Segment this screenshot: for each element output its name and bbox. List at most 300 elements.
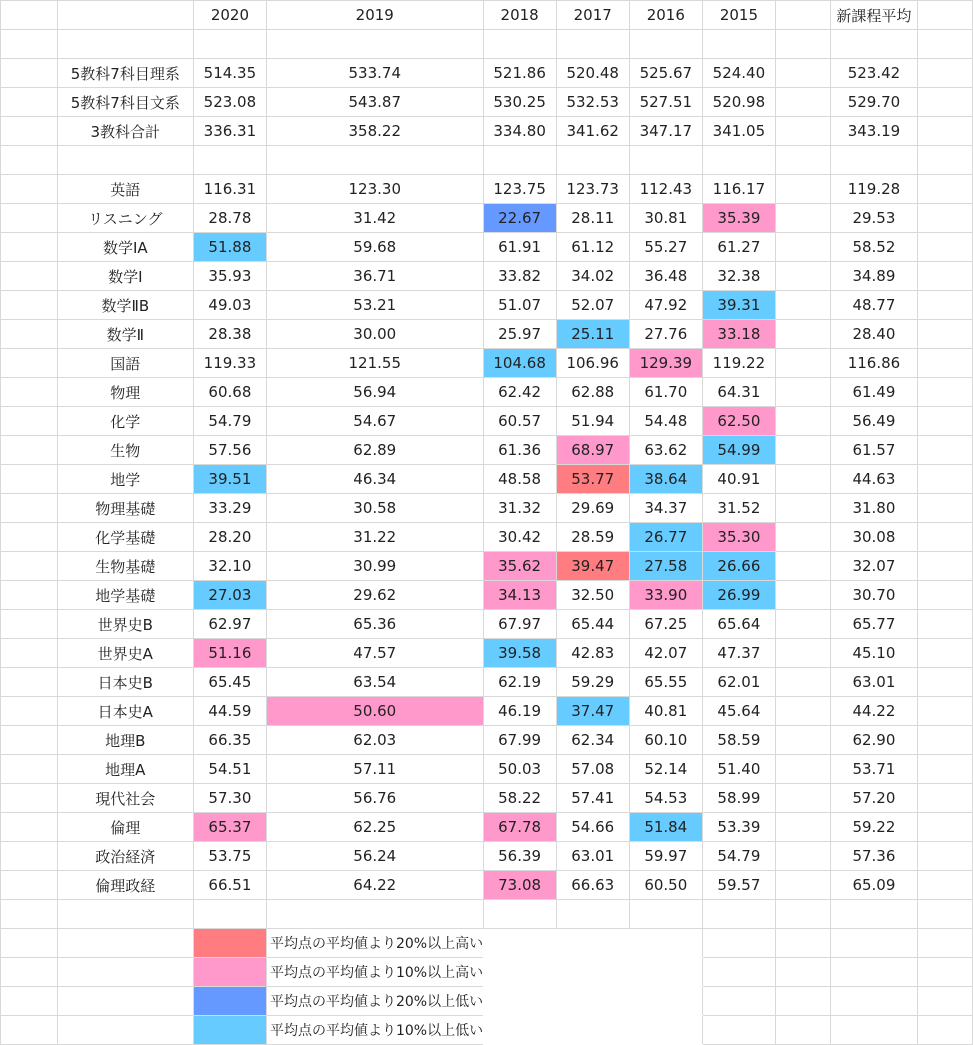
empty-cell[interactable] xyxy=(775,900,830,929)
value-cell[interactable]: 524.40 xyxy=(702,59,775,88)
value-cell[interactable]: 63.01 xyxy=(556,842,629,871)
value-cell[interactable]: 59.57 xyxy=(702,871,775,900)
value-cell[interactable]: 40.91 xyxy=(702,465,775,494)
empty-cell[interactable] xyxy=(1,117,58,146)
average-cell[interactable]: 32.07 xyxy=(831,552,917,581)
empty-cell[interactable] xyxy=(483,30,556,59)
average-cell[interactable]: 61.57 xyxy=(831,436,917,465)
row-label[interactable]: 5教科7科目理系 xyxy=(57,59,193,88)
value-cell[interactable]: 123.75 xyxy=(483,175,556,204)
empty-cell[interactable] xyxy=(1,59,58,88)
highlighted-value-cell[interactable]: 67.78 xyxy=(483,813,556,842)
empty-cell[interactable] xyxy=(775,30,830,59)
highlighted-value-cell[interactable]: 26.77 xyxy=(629,523,702,552)
empty-cell[interactable] xyxy=(831,958,917,987)
row-label[interactable]: 数学ⅡB xyxy=(57,291,193,320)
highlighted-value-cell[interactable]: 27.03 xyxy=(193,581,266,610)
empty-cell[interactable] xyxy=(775,581,830,610)
value-cell[interactable]: 51.07 xyxy=(483,291,556,320)
empty-cell[interactable] xyxy=(1,958,58,987)
row-label[interactable]: 現代社会 xyxy=(57,784,193,813)
empty-cell[interactable] xyxy=(775,610,830,639)
highlighted-value-cell[interactable]: 35.39 xyxy=(702,204,775,233)
empty-cell[interactable] xyxy=(1,523,58,552)
value-cell[interactable]: 51.40 xyxy=(702,755,775,784)
empty-cell[interactable] xyxy=(917,581,972,610)
empty-cell[interactable] xyxy=(775,523,830,552)
highlighted-value-cell[interactable]: 37.47 xyxy=(556,697,629,726)
empty-cell[interactable] xyxy=(917,552,972,581)
average-cell[interactable]: 44.22 xyxy=(831,697,917,726)
empty-cell[interactable] xyxy=(556,900,629,929)
average-cell[interactable]: 45.10 xyxy=(831,639,917,668)
empty-cell[interactable] xyxy=(775,958,830,987)
empty-cell[interactable] xyxy=(917,291,972,320)
value-cell[interactable]: 46.19 xyxy=(483,697,556,726)
highlighted-value-cell[interactable]: 65.37 xyxy=(193,813,266,842)
empty-cell[interactable] xyxy=(917,958,972,987)
value-cell[interactable]: 35.93 xyxy=(193,262,266,291)
empty-cell[interactable] xyxy=(57,1016,193,1045)
empty-cell[interactable] xyxy=(917,88,972,117)
empty-cell[interactable] xyxy=(775,175,830,204)
value-cell[interactable]: 32.50 xyxy=(556,581,629,610)
empty-cell[interactable] xyxy=(917,871,972,900)
empty-cell[interactable] xyxy=(917,233,972,262)
value-cell[interactable]: 58.59 xyxy=(702,726,775,755)
value-cell[interactable]: 56.94 xyxy=(266,378,483,407)
value-cell[interactable]: 65.36 xyxy=(266,610,483,639)
empty-cell[interactable] xyxy=(831,987,917,1016)
value-cell[interactable]: 54.79 xyxy=(702,842,775,871)
year-header-2018[interactable]: 2018 xyxy=(483,1,556,30)
average-cell[interactable]: 523.42 xyxy=(831,59,917,88)
empty-cell[interactable] xyxy=(483,987,556,1016)
value-cell[interactable]: 64.22 xyxy=(266,871,483,900)
empty-cell[interactable] xyxy=(1,726,58,755)
empty-cell[interactable] xyxy=(1,88,58,117)
empty-cell[interactable] xyxy=(1,755,58,784)
row-label[interactable]: 英語 xyxy=(57,175,193,204)
value-cell[interactable]: 47.57 xyxy=(266,639,483,668)
average-cell[interactable]: 65.09 xyxy=(831,871,917,900)
empty-cell[interactable] xyxy=(917,842,972,871)
value-cell[interactable]: 34.37 xyxy=(629,494,702,523)
value-cell[interactable]: 106.96 xyxy=(556,349,629,378)
empty-cell[interactable] xyxy=(831,900,917,929)
value-cell[interactable]: 61.12 xyxy=(556,233,629,262)
empty-cell[interactable] xyxy=(1,929,58,958)
value-cell[interactable]: 53.75 xyxy=(193,842,266,871)
empty-cell[interactable] xyxy=(1,175,58,204)
value-cell[interactable]: 54.66 xyxy=(556,813,629,842)
value-cell[interactable]: 50.03 xyxy=(483,755,556,784)
empty-cell[interactable] xyxy=(917,1016,972,1045)
value-cell[interactable]: 57.11 xyxy=(266,755,483,784)
empty-cell[interactable] xyxy=(917,349,972,378)
value-cell[interactable]: 62.88 xyxy=(556,378,629,407)
highlighted-value-cell[interactable]: 51.84 xyxy=(629,813,702,842)
highlighted-value-cell[interactable]: 62.50 xyxy=(702,407,775,436)
average-cell[interactable]: 56.49 xyxy=(831,407,917,436)
empty-cell[interactable] xyxy=(556,146,629,175)
value-cell[interactable]: 62.19 xyxy=(483,668,556,697)
legend-text[interactable]: 平均点の平均値より20%以上低い xyxy=(266,987,483,1016)
value-cell[interactable]: 123.73 xyxy=(556,175,629,204)
value-cell[interactable]: 45.64 xyxy=(702,697,775,726)
empty-cell[interactable] xyxy=(775,291,830,320)
value-cell[interactable]: 54.53 xyxy=(629,784,702,813)
value-cell[interactable]: 62.01 xyxy=(702,668,775,697)
empty-cell[interactable] xyxy=(775,697,830,726)
value-cell[interactable]: 62.97 xyxy=(193,610,266,639)
value-cell[interactable]: 33.29 xyxy=(193,494,266,523)
value-cell[interactable]: 47.92 xyxy=(629,291,702,320)
empty-cell[interactable] xyxy=(483,146,556,175)
value-cell[interactable]: 66.51 xyxy=(193,871,266,900)
value-cell[interactable]: 543.87 xyxy=(266,88,483,117)
empty-cell[interactable] xyxy=(1,900,58,929)
average-cell[interactable]: 44.63 xyxy=(831,465,917,494)
empty-cell[interactable] xyxy=(483,900,556,929)
highlighted-value-cell[interactable]: 26.66 xyxy=(702,552,775,581)
empty-cell[interactable] xyxy=(702,987,775,1016)
highlighted-value-cell[interactable]: 35.30 xyxy=(702,523,775,552)
empty-cell[interactable] xyxy=(775,842,830,871)
highlighted-value-cell[interactable]: 33.90 xyxy=(629,581,702,610)
empty-cell[interactable] xyxy=(917,755,972,784)
empty-cell[interactable] xyxy=(917,784,972,813)
value-cell[interactable]: 48.58 xyxy=(483,465,556,494)
empty-cell[interactable] xyxy=(775,378,830,407)
empty-cell[interactable] xyxy=(917,175,972,204)
value-cell[interactable]: 52.07 xyxy=(556,291,629,320)
value-cell[interactable]: 57.56 xyxy=(193,436,266,465)
value-cell[interactable]: 25.97 xyxy=(483,320,556,349)
empty-cell[interactable] xyxy=(917,378,972,407)
empty-cell[interactable] xyxy=(775,204,830,233)
value-cell[interactable]: 56.24 xyxy=(266,842,483,871)
value-cell[interactable]: 521.86 xyxy=(483,59,556,88)
empty-cell[interactable] xyxy=(193,900,266,929)
empty-cell[interactable] xyxy=(775,349,830,378)
empty-cell[interactable] xyxy=(1,320,58,349)
value-cell[interactable]: 36.71 xyxy=(266,262,483,291)
empty-cell[interactable] xyxy=(483,1016,556,1045)
highlighted-value-cell[interactable]: 51.88 xyxy=(193,233,266,262)
empty-cell[interactable] xyxy=(702,146,775,175)
empty-cell[interactable] xyxy=(1,697,58,726)
highlighted-value-cell[interactable]: 33.18 xyxy=(702,320,775,349)
empty-cell[interactable] xyxy=(775,784,830,813)
value-cell[interactable]: 61.36 xyxy=(483,436,556,465)
value-cell[interactable]: 67.99 xyxy=(483,726,556,755)
empty-cell[interactable] xyxy=(702,1016,775,1045)
empty-cell[interactable] xyxy=(629,929,702,958)
value-cell[interactable]: 514.35 xyxy=(193,59,266,88)
row-label[interactable]: 国語 xyxy=(57,349,193,378)
empty-cell[interactable] xyxy=(775,262,830,291)
row-label[interactable]: 数学Ⅱ xyxy=(57,320,193,349)
empty-cell[interactable] xyxy=(917,1,972,30)
value-cell[interactable]: 58.22 xyxy=(483,784,556,813)
highlighted-value-cell[interactable]: 39.31 xyxy=(702,291,775,320)
empty-cell[interactable] xyxy=(775,668,830,697)
value-cell[interactable]: 57.08 xyxy=(556,755,629,784)
empty-cell[interactable] xyxy=(57,900,193,929)
highlighted-value-cell[interactable]: 35.62 xyxy=(483,552,556,581)
empty-cell[interactable] xyxy=(775,320,830,349)
value-cell[interactable]: 40.81 xyxy=(629,697,702,726)
empty-cell[interactable] xyxy=(775,465,830,494)
empty-cell[interactable] xyxy=(1,610,58,639)
empty-cell[interactable] xyxy=(917,262,972,291)
empty-cell[interactable] xyxy=(775,813,830,842)
value-cell[interactable]: 54.48 xyxy=(629,407,702,436)
empty-cell[interactable] xyxy=(775,1,830,30)
empty-cell[interactable] xyxy=(1,146,58,175)
empty-cell[interactable] xyxy=(1,871,58,900)
value-cell[interactable]: 60.10 xyxy=(629,726,702,755)
empty-cell[interactable] xyxy=(556,958,629,987)
empty-cell[interactable] xyxy=(57,30,193,59)
value-cell[interactable]: 341.05 xyxy=(702,117,775,146)
empty-cell[interactable] xyxy=(917,465,972,494)
empty-cell[interactable] xyxy=(775,726,830,755)
value-cell[interactable]: 52.14 xyxy=(629,755,702,784)
highlighted-value-cell[interactable]: 27.58 xyxy=(629,552,702,581)
empty-cell[interactable] xyxy=(831,30,917,59)
average-cell[interactable]: 57.36 xyxy=(831,842,917,871)
empty-cell[interactable] xyxy=(1,552,58,581)
row-label[interactable]: 数学ⅠA xyxy=(57,233,193,262)
value-cell[interactable]: 62.89 xyxy=(266,436,483,465)
average-cell[interactable]: 119.28 xyxy=(831,175,917,204)
empty-cell[interactable] xyxy=(57,146,193,175)
row-label[interactable]: 世界史A xyxy=(57,639,193,668)
legend-swatch-low20[interactable] xyxy=(193,987,266,1016)
value-cell[interactable]: 123.30 xyxy=(266,175,483,204)
row-label[interactable]: 物理基礎 xyxy=(57,494,193,523)
empty-cell[interactable] xyxy=(629,30,702,59)
highlighted-value-cell[interactable]: 104.68 xyxy=(483,349,556,378)
empty-cell[interactable] xyxy=(556,929,629,958)
value-cell[interactable]: 59.68 xyxy=(266,233,483,262)
value-cell[interactable]: 525.67 xyxy=(629,59,702,88)
empty-cell[interactable] xyxy=(1,1,58,30)
empty-cell[interactable] xyxy=(57,958,193,987)
year-header-2015[interactable]: 2015 xyxy=(702,1,775,30)
value-cell[interactable]: 51.94 xyxy=(556,407,629,436)
value-cell[interactable]: 532.53 xyxy=(556,88,629,117)
value-cell[interactable]: 112.43 xyxy=(629,175,702,204)
average-cell[interactable]: 58.52 xyxy=(831,233,917,262)
value-cell[interactable]: 119.33 xyxy=(193,349,266,378)
value-cell[interactable]: 56.39 xyxy=(483,842,556,871)
empty-cell[interactable] xyxy=(775,987,830,1016)
value-cell[interactable]: 533.74 xyxy=(266,59,483,88)
empty-cell[interactable] xyxy=(629,987,702,1016)
row-label[interactable]: 日本史A xyxy=(57,697,193,726)
highlighted-value-cell[interactable]: 54.99 xyxy=(702,436,775,465)
empty-cell[interactable] xyxy=(1,639,58,668)
empty-cell[interactable] xyxy=(266,146,483,175)
value-cell[interactable]: 62.42 xyxy=(483,378,556,407)
empty-cell[interactable] xyxy=(629,1016,702,1045)
empty-cell[interactable] xyxy=(1,436,58,465)
row-label[interactable]: 日本史B xyxy=(57,668,193,697)
value-cell[interactable]: 30.81 xyxy=(629,204,702,233)
empty-cell[interactable] xyxy=(1,465,58,494)
value-cell[interactable]: 27.76 xyxy=(629,320,702,349)
value-cell[interactable]: 31.32 xyxy=(483,494,556,523)
empty-cell[interactable] xyxy=(1,407,58,436)
empty-cell[interactable] xyxy=(917,407,972,436)
empty-cell[interactable] xyxy=(1,378,58,407)
value-cell[interactable]: 334.80 xyxy=(483,117,556,146)
empty-cell[interactable] xyxy=(57,929,193,958)
row-label[interactable]: 数学Ⅰ xyxy=(57,262,193,291)
average-cell[interactable]: 29.53 xyxy=(831,204,917,233)
value-cell[interactable]: 66.63 xyxy=(556,871,629,900)
highlighted-value-cell[interactable]: 53.77 xyxy=(556,465,629,494)
average-cell[interactable]: 28.40 xyxy=(831,320,917,349)
empty-cell[interactable] xyxy=(917,30,972,59)
value-cell[interactable]: 358.22 xyxy=(266,117,483,146)
value-cell[interactable]: 116.17 xyxy=(702,175,775,204)
empty-cell[interactable] xyxy=(629,958,702,987)
year-header-2017[interactable]: 2017 xyxy=(556,1,629,30)
empty-cell[interactable] xyxy=(266,30,483,59)
empty-cell[interactable] xyxy=(702,958,775,987)
value-cell[interactable]: 119.22 xyxy=(702,349,775,378)
value-cell[interactable]: 47.37 xyxy=(702,639,775,668)
row-label[interactable]: 生物 xyxy=(57,436,193,465)
value-cell[interactable]: 49.03 xyxy=(193,291,266,320)
value-cell[interactable]: 34.02 xyxy=(556,262,629,291)
value-cell[interactable]: 61.70 xyxy=(629,378,702,407)
legend-text[interactable]: 平均点の平均値より10%以上低い xyxy=(266,1016,483,1045)
empty-cell[interactable] xyxy=(775,88,830,117)
empty-cell[interactable] xyxy=(831,1016,917,1045)
legend-swatch-high20[interactable] xyxy=(193,929,266,958)
empty-cell[interactable] xyxy=(1,349,58,378)
empty-cell[interactable] xyxy=(917,610,972,639)
empty-cell[interactable] xyxy=(1,813,58,842)
year-header-2019[interactable]: 2019 xyxy=(266,1,483,30)
highlighted-value-cell[interactable]: 22.67 xyxy=(483,204,556,233)
empty-cell[interactable] xyxy=(702,929,775,958)
highlighted-value-cell[interactable]: 73.08 xyxy=(483,871,556,900)
row-label[interactable]: 地理A xyxy=(57,755,193,784)
value-cell[interactable]: 31.42 xyxy=(266,204,483,233)
highlighted-value-cell[interactable]: 26.99 xyxy=(702,581,775,610)
value-cell[interactable]: 62.34 xyxy=(556,726,629,755)
row-label[interactable]: 政治経済 xyxy=(57,842,193,871)
row-label[interactable]: 地学基礎 xyxy=(57,581,193,610)
empty-cell[interactable] xyxy=(1,204,58,233)
average-header[interactable]: 新課程平均 xyxy=(831,1,917,30)
empty-cell[interactable] xyxy=(917,813,972,842)
empty-cell[interactable] xyxy=(917,929,972,958)
value-cell[interactable]: 29.69 xyxy=(556,494,629,523)
value-cell[interactable]: 31.52 xyxy=(702,494,775,523)
row-label[interactable]: 生物基礎 xyxy=(57,552,193,581)
empty-cell[interactable] xyxy=(775,146,830,175)
value-cell[interactable]: 53.21 xyxy=(266,291,483,320)
empty-cell[interactable] xyxy=(1,784,58,813)
empty-cell[interactable] xyxy=(917,987,972,1016)
value-cell[interactable]: 62.25 xyxy=(266,813,483,842)
value-cell[interactable]: 28.59 xyxy=(556,523,629,552)
highlighted-value-cell[interactable]: 39.51 xyxy=(193,465,266,494)
empty-cell[interactable] xyxy=(1,1016,58,1045)
row-label[interactable]: 倫理 xyxy=(57,813,193,842)
empty-cell[interactable] xyxy=(193,146,266,175)
empty-cell[interactable] xyxy=(917,639,972,668)
empty-cell[interactable] xyxy=(193,30,266,59)
empty-cell[interactable] xyxy=(775,117,830,146)
empty-cell[interactable] xyxy=(1,291,58,320)
value-cell[interactable]: 65.55 xyxy=(629,668,702,697)
value-cell[interactable]: 63.62 xyxy=(629,436,702,465)
value-cell[interactable]: 30.58 xyxy=(266,494,483,523)
empty-cell[interactable] xyxy=(629,146,702,175)
value-cell[interactable]: 60.50 xyxy=(629,871,702,900)
value-cell[interactable]: 36.48 xyxy=(629,262,702,291)
row-label[interactable]: 化学基礎 xyxy=(57,523,193,552)
empty-cell[interactable] xyxy=(266,900,483,929)
highlighted-value-cell[interactable]: 129.39 xyxy=(629,349,702,378)
average-cell[interactable]: 31.80 xyxy=(831,494,917,523)
value-cell[interactable]: 520.98 xyxy=(702,88,775,117)
empty-cell[interactable] xyxy=(1,262,58,291)
empty-cell[interactable] xyxy=(629,900,702,929)
row-label[interactable]: 化学 xyxy=(57,407,193,436)
value-cell[interactable]: 44.59 xyxy=(193,697,266,726)
value-cell[interactable]: 67.97 xyxy=(483,610,556,639)
empty-cell[interactable] xyxy=(775,929,830,958)
value-cell[interactable]: 32.38 xyxy=(702,262,775,291)
empty-cell[interactable] xyxy=(1,494,58,523)
value-cell[interactable]: 54.79 xyxy=(193,407,266,436)
empty-cell[interactable] xyxy=(483,929,556,958)
value-cell[interactable]: 28.38 xyxy=(193,320,266,349)
empty-cell[interactable] xyxy=(917,436,972,465)
average-cell[interactable]: 63.01 xyxy=(831,668,917,697)
empty-cell[interactable] xyxy=(917,320,972,349)
row-label[interactable]: 倫理政経 xyxy=(57,871,193,900)
value-cell[interactable]: 65.45 xyxy=(193,668,266,697)
average-cell[interactable]: 61.49 xyxy=(831,378,917,407)
value-cell[interactable]: 530.25 xyxy=(483,88,556,117)
value-cell[interactable]: 67.25 xyxy=(629,610,702,639)
empty-cell[interactable] xyxy=(831,146,917,175)
empty-cell[interactable] xyxy=(556,1016,629,1045)
value-cell[interactable]: 33.82 xyxy=(483,262,556,291)
year-header-2020[interactable]: 2020 xyxy=(193,1,266,30)
row-label[interactable]: 3教科合計 xyxy=(57,117,193,146)
value-cell[interactable]: 42.07 xyxy=(629,639,702,668)
empty-cell[interactable] xyxy=(483,958,556,987)
value-cell[interactable]: 57.41 xyxy=(556,784,629,813)
highlighted-value-cell[interactable]: 51.16 xyxy=(193,639,266,668)
average-cell[interactable]: 62.90 xyxy=(831,726,917,755)
value-cell[interactable]: 63.54 xyxy=(266,668,483,697)
average-cell[interactable]: 30.08 xyxy=(831,523,917,552)
empty-cell[interactable] xyxy=(917,117,972,146)
value-cell[interactable]: 341.62 xyxy=(556,117,629,146)
